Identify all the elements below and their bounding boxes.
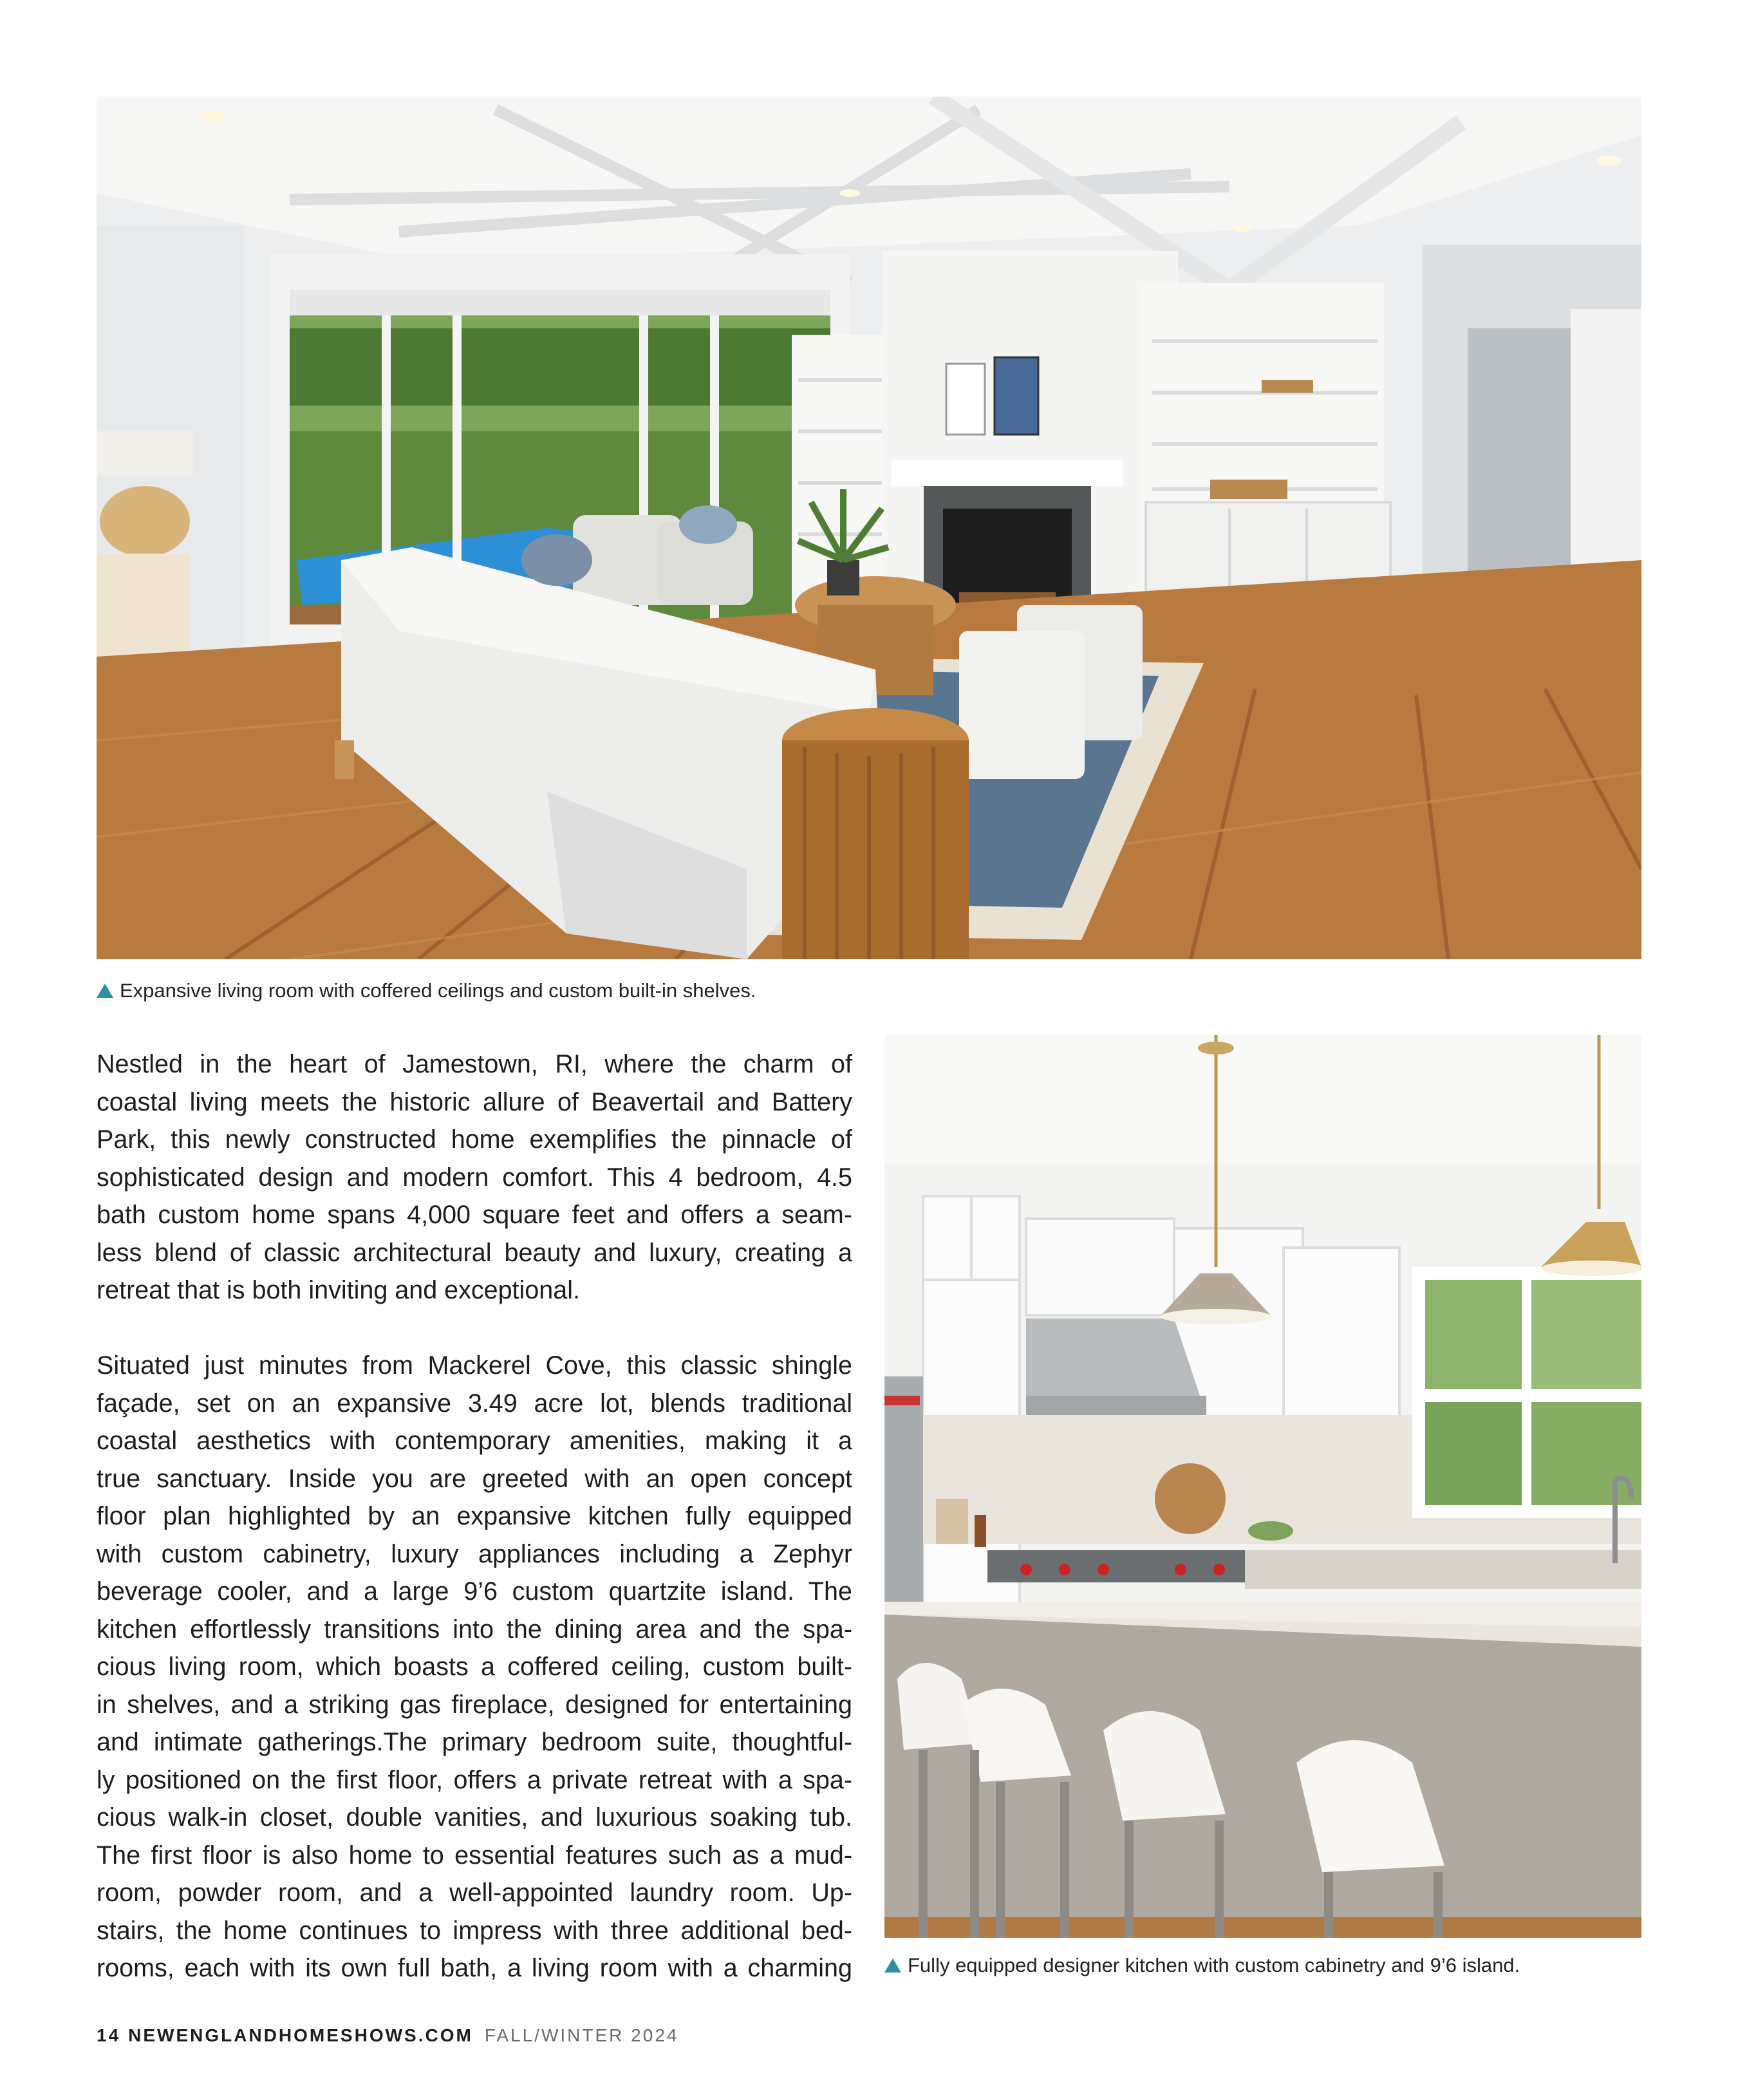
paragraph-line: true sanctuary. Inside you are greeted with an open concept [97,1464,852,1493]
living-room-photo [97,97,1641,959]
paragraph-line: and intimate gatherings.The primary bedroom suite, thoughtful- [97,1728,852,1756]
paragraph-line: coastal living meets the historic allure of Beavertail and Battery [97,1087,852,1116]
kitchen-photo [884,1035,1641,1938]
paragraph-line: Park, this newly constructed home exemplifies the pinnacle of [97,1125,852,1154]
paragraph-line: Nestled in the heart of Jamestown, RI, where the charm of [97,1050,852,1078]
paragraph-line: rooms, each with its own full bath, a living room with a charming [97,1954,852,1982]
page-footer [97,2025,678,2046]
living-room-caption-text: Expansive living room with coffered ceilings and custom built-in shelves. [120,979,756,1002]
paragraph-line: less blend of classic architectural beauty and luxury, creating a [97,1238,852,1267]
paragraph-line: with custom cabinetry, luxury appliances including a Zephyr [97,1539,852,1568]
paragraph-line: façade, set on an expansive 3.49 acre lot, blends traditional [97,1389,852,1418]
footer-issue: FALL/WINTER 2024 [484,2025,679,2045]
paragraph-line: coastal aesthetics with contemporary amenities, making it a [97,1427,852,1455]
paragraph-line: beverage cooler, and a large 9’6 custom quartzite island. The [97,1577,852,1606]
paragraph-line: in shelves, and a striking gas fireplace, designed for entertaining [97,1690,852,1719]
article-paragraph-2 [97,1347,852,1987]
caption-triangle-icon [884,1958,901,1973]
paragraph-line: cious living room, which boasts a coffered ceiling, custom built- [97,1653,852,1681]
paragraph-line: room, powder room, and a well-appointed laundry room. Up- [97,1879,852,1907]
living-room-caption [97,978,756,1004]
kitchen-caption-text: Fully equipped designer kitchen with custom cabinetry and 9’6 island. [908,1954,1520,1976]
page-number: 14 [97,2025,121,2045]
paragraph-line: ly positioned on the first floor, offers a private retreat with a spa- [97,1765,852,1794]
kitchen-caption [884,1953,1520,1978]
paragraph-line: cious walk-in closet, double vanities, and luxurious soaking tub. [97,1803,852,1832]
footer-site: NEWENGLANDHOMESHOWS.COM [128,2025,473,2045]
paragraph-line: retreat that is both inviting and exceptional. [97,1276,580,1304]
paragraph-line: Situated just minutes from Mackerel Cove, this classic shingle [97,1351,852,1380]
caption-triangle-icon [97,984,113,998]
paragraph-line: sophisticated design and modern comfort. This 4 bedroom, 4.5 [97,1163,852,1192]
paragraph-line: The first floor is also home to essential features such as a mud- [97,1841,852,1870]
paragraph-line: kitchen effortlessly transitions into the dining area and the spa- [97,1615,852,1644]
paragraph-line: floor plan highlighted by an expansive kitchen fully equipped [97,1502,852,1530]
article-paragraph-1 [97,1045,852,1309]
paragraph-line: bath custom home spans 4,000 square feet and offers a seam- [97,1201,852,1229]
paragraph-line: stairs, the home continues to impress with three additional bed- [97,1916,852,1945]
